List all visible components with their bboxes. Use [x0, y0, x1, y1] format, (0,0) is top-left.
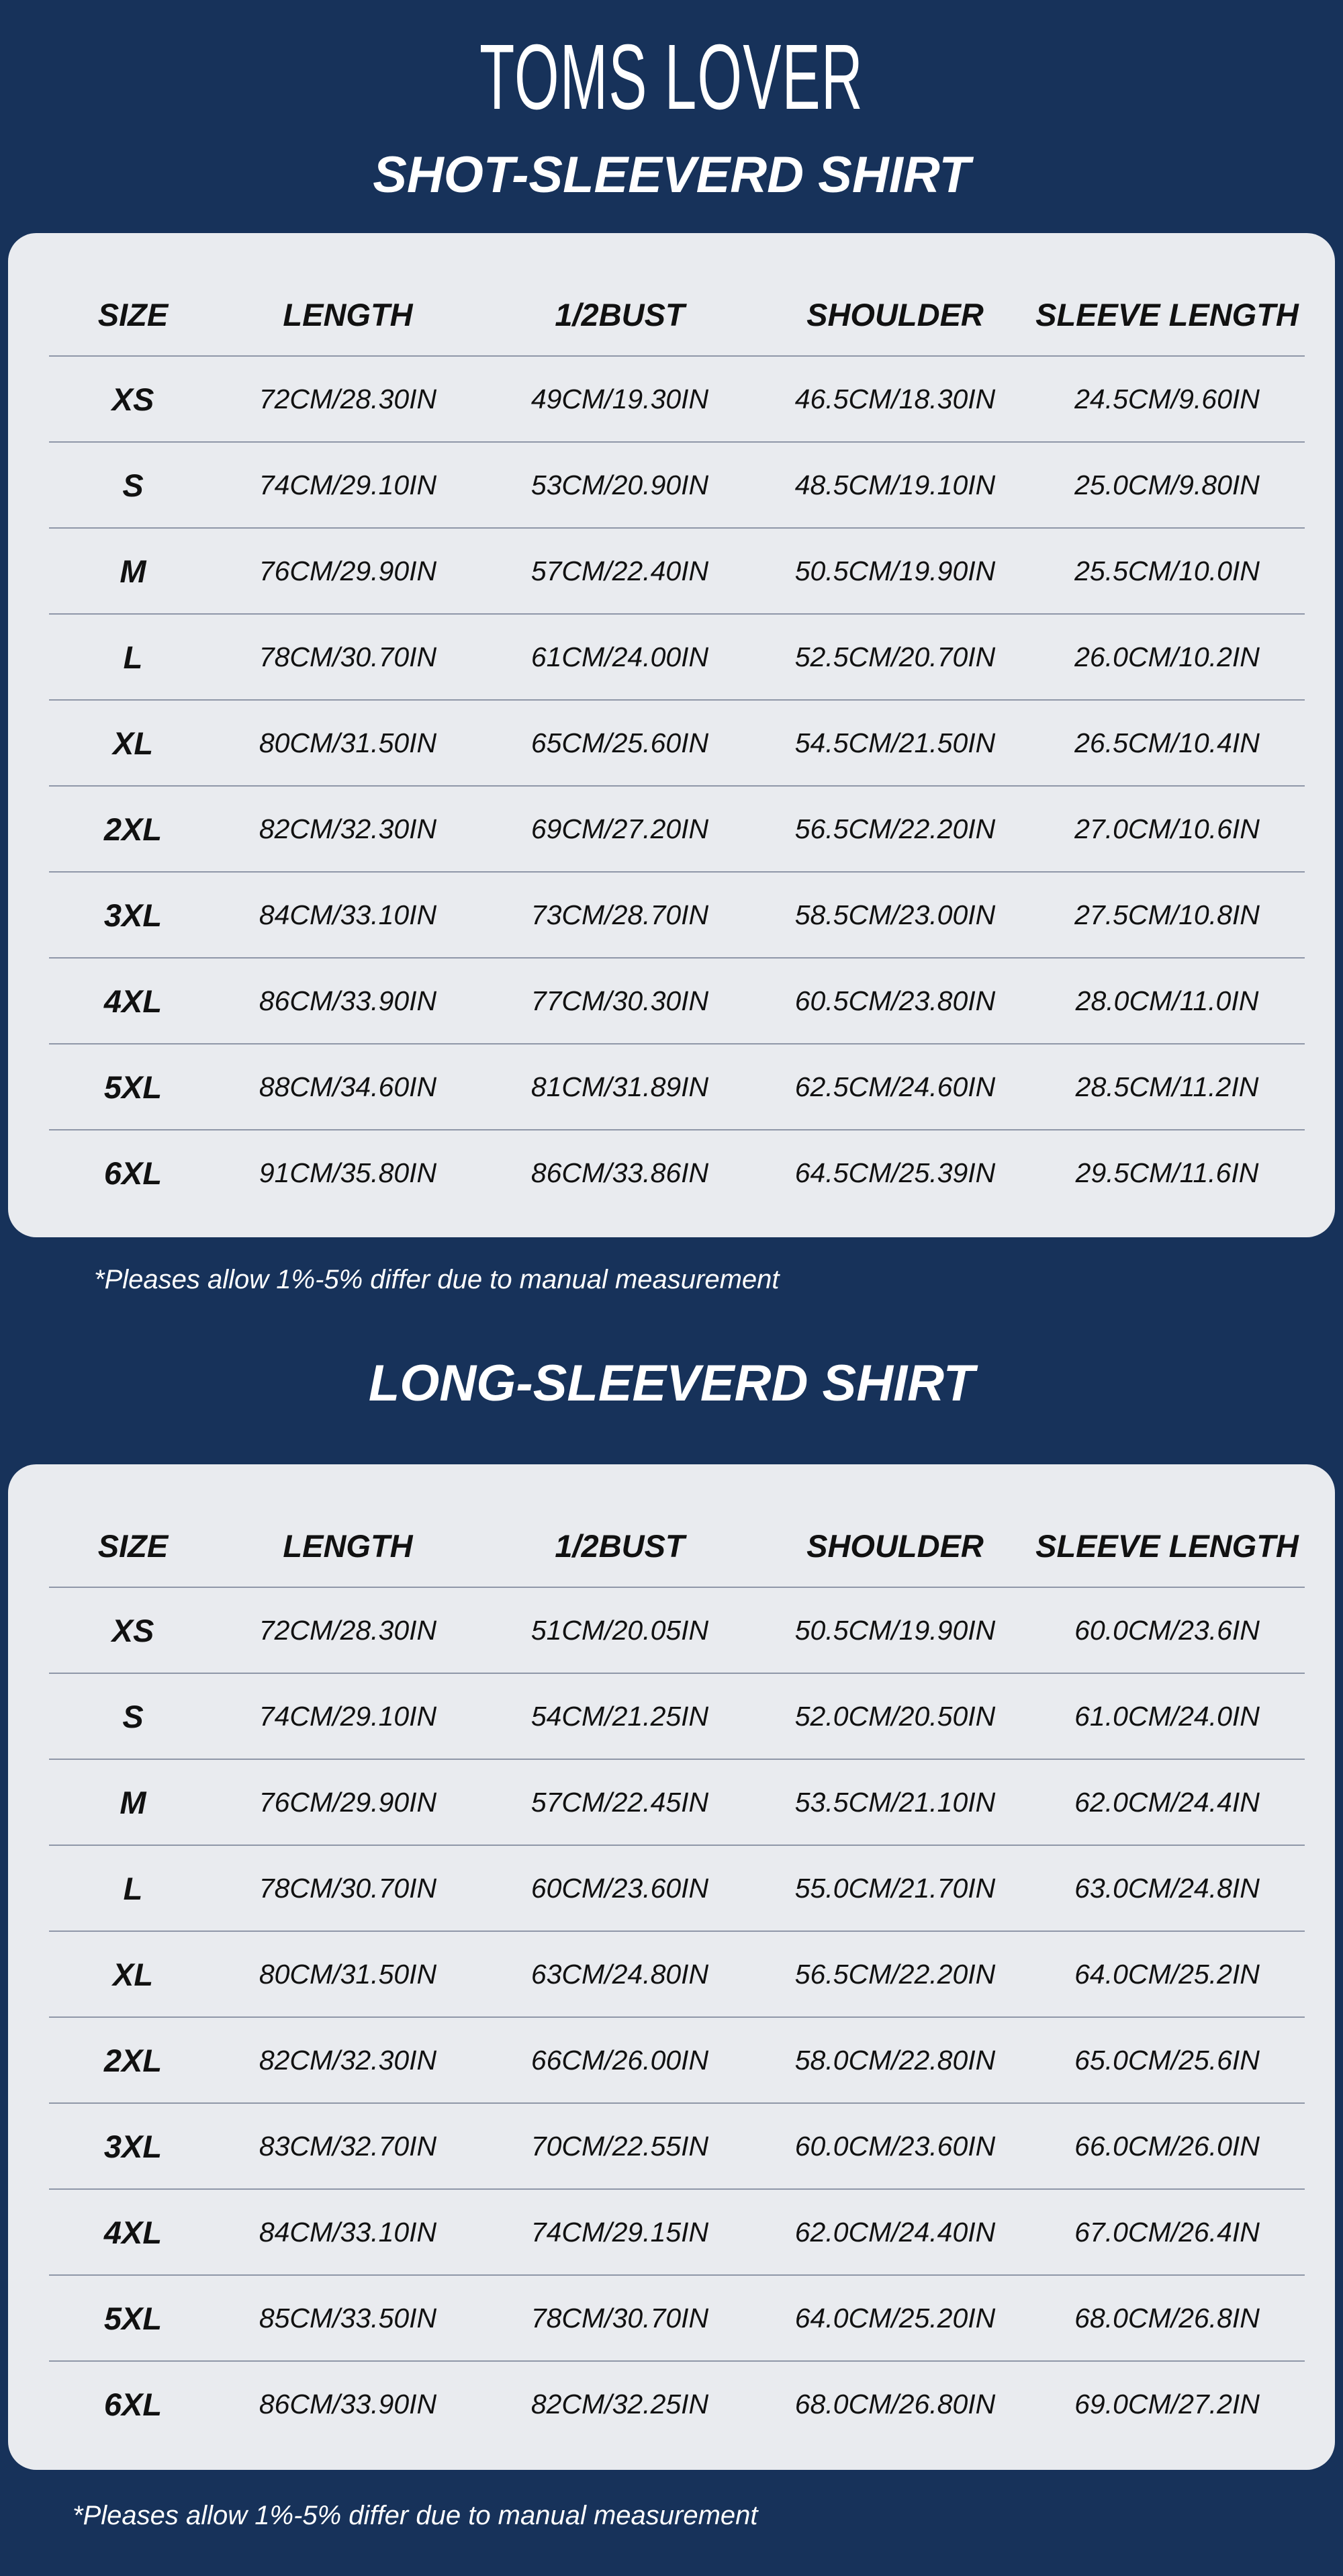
- cell-length: 85CM/33.50IN: [217, 2275, 479, 2361]
- cell-shoulder: 53.5CM/21.10IN: [761, 1759, 1029, 1845]
- cell-sleeve-length: 26.0CM/10.2IN: [1029, 614, 1305, 700]
- cell-shoulder: 48.5CM/19.10IN: [761, 442, 1029, 528]
- cell-sleeve-length: 66.0CM/26.0IN: [1029, 2103, 1305, 2189]
- cell-size: 5XL: [49, 2275, 217, 2361]
- cell-half-bust: 60CM/23.60IN: [479, 1845, 761, 1931]
- cell-size: XS: [49, 356, 217, 442]
- cell-half-bust: 73CM/28.70IN: [479, 872, 761, 958]
- long-sleeve-measurement-note: *Pleases allow 1%-5% differ due to manual measurement: [73, 2501, 758, 2530]
- cell-half-bust: 77CM/30.30IN: [479, 958, 761, 1044]
- cell-shoulder: 56.5CM/22.20IN: [761, 1931, 1029, 2017]
- cell-size: L: [49, 1845, 217, 1931]
- cell-size: 3XL: [49, 872, 217, 958]
- cell-half-bust: 66CM/26.00IN: [479, 2017, 761, 2103]
- cell-shoulder: 62.5CM/24.60IN: [761, 1044, 1029, 1130]
- cell-shoulder: 50.5CM/19.90IN: [761, 528, 1029, 614]
- cell-length: 82CM/32.30IN: [217, 2017, 479, 2103]
- table-row: [49, 528, 1305, 614]
- table-row: [49, 1845, 1305, 1931]
- cell-size: 2XL: [49, 786, 217, 872]
- short-sleeve-measurement-note: *Pleases allow 1%-5% differ due to manual measurement: [94, 1265, 780, 1294]
- table-row: [49, 1673, 1305, 1759]
- cell-half-bust: 61CM/24.00IN: [479, 614, 761, 700]
- cell-sleeve-length: 60.0CM/23.6IN: [1029, 1587, 1305, 1673]
- table-row: [49, 356, 1305, 442]
- cell-size: XL: [49, 700, 217, 786]
- cell-length: 74CM/29.10IN: [217, 1673, 479, 1759]
- table-row: [49, 1931, 1305, 2017]
- cell-length: 78CM/30.70IN: [217, 614, 479, 700]
- cell-shoulder: 55.0CM/21.70IN: [761, 1845, 1029, 1931]
- long-sleeve-size-table: [49, 1505, 1305, 2446]
- short-sleeve-card: [8, 233, 1335, 1237]
- cell-length: 86CM/33.90IN: [217, 958, 479, 1044]
- table-row: [49, 2361, 1305, 2446]
- cell-shoulder: 64.0CM/25.20IN: [761, 2275, 1029, 2361]
- table-row: [49, 1130, 1305, 1215]
- table-row: [49, 614, 1305, 700]
- column-header-length: LENGTH: [217, 1505, 479, 1587]
- cell-half-bust: 70CM/22.55IN: [479, 2103, 761, 2189]
- cell-length: 88CM/34.60IN: [217, 1044, 479, 1130]
- cell-shoulder: 60.0CM/23.60IN: [761, 2103, 1029, 2189]
- cell-shoulder: 62.0CM/24.40IN: [761, 2189, 1029, 2275]
- cell-length: 84CM/33.10IN: [217, 2189, 479, 2275]
- cell-shoulder: 64.5CM/25.39IN: [794, 1157, 996, 1188]
- cell-sleeve-length: 68.0CM/26.8IN: [1029, 2275, 1305, 2361]
- cell-size: M: [49, 528, 217, 614]
- cell-half-bust: 65CM/25.60IN: [479, 700, 761, 786]
- cell-size: XL: [49, 1931, 217, 2017]
- cell-length: 72CM/28.30IN: [217, 356, 479, 442]
- short-sleeve-size-table: [49, 273, 1305, 1215]
- table-header-row: [49, 273, 1305, 356]
- cell-sleeve-length: 24.5CM/9.60IN: [1029, 356, 1305, 442]
- cell-length: 80CM/31.50IN: [217, 700, 479, 786]
- cell-size: 3XL: [49, 2103, 217, 2189]
- cell-size: S: [49, 1673, 217, 1759]
- table-row: [49, 786, 1305, 872]
- short-sleeve-title: SHOT-SLEEVERD SHIRT: [373, 146, 970, 204]
- cell-length: 86CM/33.90IN: [259, 2388, 437, 2419]
- table-row: [49, 1587, 1305, 1673]
- table-row: [49, 2275, 1305, 2361]
- brand-logo: TOMS LOVER: [479, 26, 864, 129]
- column-header-size: SIZE: [49, 1505, 217, 1587]
- cell-half-bust: 57CM/22.45IN: [479, 1759, 761, 1845]
- cell-length: 84CM/33.10IN: [217, 872, 479, 958]
- cell-sleeve-length: 67.0CM/26.4IN: [1029, 2189, 1305, 2275]
- cell-size: 4XL: [49, 2189, 217, 2275]
- cell-half-bust: 57CM/22.40IN: [479, 528, 761, 614]
- cell-length: 76CM/29.90IN: [217, 1759, 479, 1845]
- cell-shoulder: 52.5CM/20.70IN: [761, 614, 1029, 700]
- cell-sleeve-length: 25.5CM/10.0IN: [1029, 528, 1305, 614]
- table-row: [49, 2017, 1305, 2103]
- cell-size: 2XL: [49, 2017, 217, 2103]
- table-row: [49, 2189, 1305, 2275]
- column-header-sleeve-length: SLEEVE LENGTH: [1029, 1505, 1305, 1587]
- column-header-half-bust: 1/2BUST: [479, 1505, 761, 1587]
- cell-size: L: [49, 614, 217, 700]
- cell-length: 76CM/29.90IN: [217, 528, 479, 614]
- column-header-shoulder: SHOULDER: [761, 273, 1029, 356]
- cell-length: 72CM/28.30IN: [217, 1587, 479, 1673]
- cell-sleeve-length: 28.0CM/11.0IN: [1029, 958, 1305, 1044]
- cell-sleeve-length: 64.0CM/25.2IN: [1029, 1931, 1305, 2017]
- cell-sleeve-length: 29.5CM/11.6IN: [1075, 1157, 1259, 1188]
- cell-shoulder: 50.5CM/19.90IN: [761, 1587, 1029, 1673]
- cell-shoulder: 58.5CM/23.00IN: [761, 872, 1029, 958]
- cell-length: 78CM/30.70IN: [217, 1845, 479, 1931]
- cell-sleeve-length: 28.5CM/11.2IN: [1029, 1044, 1305, 1130]
- table-row: [49, 1044, 1305, 1130]
- cell-sleeve-length: 25.0CM/9.80IN: [1029, 442, 1305, 528]
- cell-half-bust: 51CM/20.05IN: [479, 1587, 761, 1673]
- cell-shoulder: 58.0CM/22.80IN: [761, 2017, 1029, 2103]
- cell-half-bust: 63CM/24.80IN: [479, 1931, 761, 2017]
- table-row: [49, 2103, 1305, 2189]
- cell-half-bust: 69CM/27.20IN: [479, 786, 761, 872]
- column-header-size: SIZE: [49, 273, 217, 356]
- cell-size: 5XL: [49, 1044, 217, 1130]
- cell-sleeve-length: 27.5CM/10.8IN: [1029, 872, 1305, 958]
- cell-half-bust: 82CM/32.25IN: [530, 2388, 709, 2419]
- column-header-shoulder: SHOULDER: [761, 1505, 1029, 1587]
- cell-half-bust: 54CM/21.25IN: [479, 1673, 761, 1759]
- table-row: [49, 1759, 1305, 1845]
- cell-size: S: [49, 442, 217, 528]
- cell-sleeve-length: 62.0CM/24.4IN: [1029, 1759, 1305, 1845]
- cell-length: 83CM/32.70IN: [217, 2103, 479, 2189]
- cell-size: 6XL: [103, 2386, 163, 2422]
- cell-sleeve-length: 69.0CM/27.2IN: [1074, 2388, 1260, 2419]
- cell-sleeve-length: 26.5CM/10.4IN: [1029, 700, 1305, 786]
- cell-size: 6XL: [103, 1155, 163, 1191]
- cell-shoulder: 46.5CM/18.30IN: [761, 356, 1029, 442]
- cell-length: 91CM/35.80IN: [259, 1157, 437, 1188]
- column-header-half-bust: 1/2BUST: [479, 273, 761, 356]
- cell-half-bust: 78CM/30.70IN: [479, 2275, 761, 2361]
- cell-half-bust: 86CM/33.86IN: [530, 1157, 709, 1188]
- long-sleeve-title: LONG-SLEEVERD SHIRT: [368, 1355, 975, 1412]
- cell-size: 4XL: [49, 958, 217, 1044]
- table-header-row: [49, 1505, 1305, 1587]
- cell-size: M: [49, 1759, 217, 1845]
- table-row: [49, 958, 1305, 1044]
- cell-half-bust: 74CM/29.15IN: [479, 2189, 761, 2275]
- cell-length: 82CM/32.30IN: [217, 786, 479, 872]
- cell-length: 80CM/31.50IN: [217, 1931, 479, 2017]
- cell-half-bust: 49CM/19.30IN: [479, 356, 761, 442]
- table-row: [49, 872, 1305, 958]
- cell-sleeve-length: 65.0CM/25.6IN: [1029, 2017, 1305, 2103]
- column-header-length: LENGTH: [217, 273, 479, 356]
- cell-shoulder: 56.5CM/22.20IN: [761, 786, 1029, 872]
- table-row: [49, 442, 1305, 528]
- cell-length: 74CM/29.10IN: [217, 442, 479, 528]
- column-header-sleeve-length: SLEEVE LENGTH: [1029, 273, 1305, 356]
- cell-size: XS: [49, 1587, 217, 1673]
- cell-shoulder: 54.5CM/21.50IN: [761, 700, 1029, 786]
- cell-half-bust: 81CM/31.89IN: [479, 1044, 761, 1130]
- cell-sleeve-length: 61.0CM/24.0IN: [1029, 1673, 1305, 1759]
- cell-shoulder: 68.0CM/26.80IN: [794, 2388, 996, 2419]
- long-sleeve-card: [8, 1464, 1335, 2470]
- cell-shoulder: 52.0CM/20.50IN: [761, 1673, 1029, 1759]
- cell-sleeve-length: 63.0CM/24.8IN: [1029, 1845, 1305, 1931]
- table-row: [49, 700, 1305, 786]
- cell-half-bust: 53CM/20.90IN: [479, 442, 761, 528]
- cell-shoulder: 60.5CM/23.80IN: [761, 958, 1029, 1044]
- cell-sleeve-length: 27.0CM/10.6IN: [1029, 786, 1305, 872]
